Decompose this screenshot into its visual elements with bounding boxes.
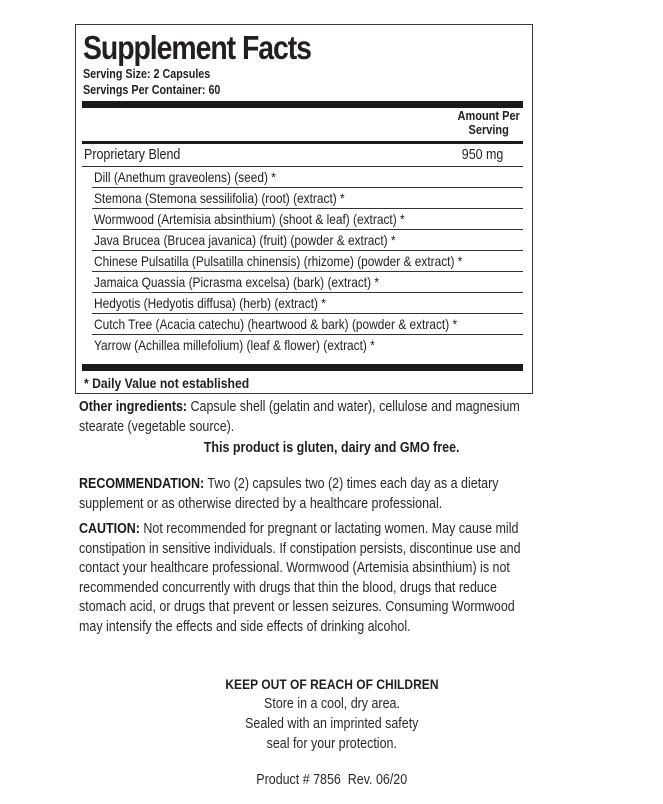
thick-divider-bottom [82, 364, 523, 371]
amount-header-line2: Serving [468, 123, 509, 137]
ingredient-name: Java Brucea (Brucea javanica) (fruit) (powder & extract) * [94, 232, 396, 248]
storage-heading-text: KEEP OUT OF REACH OF CHILDREN [224, 676, 439, 692]
amount-per-serving-header [458, 109, 520, 137]
proprietary-blend-row [82, 144, 523, 167]
other-ingredients [79, 398, 535, 437]
storage-heading [0, 676, 663, 692]
ingredient-row [92, 230, 523, 251]
storage-line-1 [0, 696, 663, 712]
ingredient-row [92, 335, 523, 356]
ingredient-row [92, 314, 523, 335]
recommendation-text: Two (2) capsules two (2) times each day as a dietary supplement or as otherwise directed by a healthcare professional. [79, 476, 499, 512]
ingredient-row [92, 167, 523, 188]
product-footer [0, 772, 663, 788]
serving-size: Serving Size: 2 Capsules [83, 67, 211, 81]
free-from-text: This product is gluten, dairy and GMO free. [203, 440, 460, 456]
product-number-revision: Product # 7856 Rev. 06/20 [256, 772, 407, 788]
thick-divider [82, 101, 523, 108]
other-ingredients-text: Capsule shell (gelatin and water), cellulose and magnesium stearate (vegetable source). [79, 399, 520, 435]
amount-header-line1: Amount Per [457, 109, 520, 123]
ingredient-row [92, 209, 523, 230]
caution-label: CAUTION: [79, 521, 140, 537]
blend-name: Proprietary Blend [84, 147, 181, 163]
recommendation-label: RECOMMENDATION: [79, 476, 205, 492]
ingredient-name: Wormwood (Artemisia absinthium) (shoot & leaf) (extract) * [94, 211, 405, 227]
storage-line-3-text: seal for your protection. [266, 736, 397, 752]
ingredient-list [92, 167, 523, 356]
ingredient-name: Yarrow (Achillea millefolium) (leaf & flower) (extract) * [94, 337, 375, 353]
servings-per-container: Servings Per Container: 60 [83, 83, 221, 97]
ingredient-name: Chinese Pulsatilla (Pulsatilla chinensis) (rhizome) (powder & extract) * [94, 253, 463, 269]
storage-line-2-text: Sealed with an imprinted safety [244, 716, 419, 732]
blend-amount: 950 mg [461, 147, 503, 163]
ingredient-name: Stemona (Stemona sessilifolia) (root) (extract) * [94, 190, 345, 206]
caution-text: Not recommended for pregnant or lactating women. May cause mild constipation in sensitive individuals. If constipation persists, discontinue use and contact your healthcare professional. Wormwood (Artemisia absinthium) is not recommended concurrently with drugs that thin the blood, drugs that reduce stomach acid, or drugs that prevent or lessen seizures. Consuming Wormwood may intensify the effects and side effects of drinking alcohol. [79, 521, 521, 635]
recommendation [79, 475, 535, 514]
other-ingredients-label: Other ingredients: [79, 399, 188, 415]
ingredient-name: Hedyotis (Hedyotis diffusa) (herb) (extract) * [94, 295, 326, 311]
storage-line-1-text: Store in a cool, dry area. [263, 696, 400, 712]
ingredient-row [92, 293, 523, 314]
ingredient-row [92, 188, 523, 209]
ingredient-name: Dill (Anethum graveolens) (seed) * [94, 169, 276, 185]
supplement-facts-panel [75, 24, 533, 394]
caution [79, 520, 535, 637]
ingredient-name: Jamaica Quassia (Picrasma excelsa) (bark) (extract) * [94, 274, 380, 290]
ingredient-name: Cutch Tree (Acacia catechu) (heartwood & bark) (powder & extract) * [94, 316, 458, 332]
panel-title: Supplement Facts [83, 29, 311, 66]
free-from-statement [0, 440, 663, 456]
daily-value-footnote: * Daily Value not established [84, 375, 250, 391]
ingredient-row [92, 251, 523, 272]
ingredient-row [92, 272, 523, 293]
storage-line-3 [0, 736, 663, 752]
storage-line-2 [0, 716, 663, 732]
